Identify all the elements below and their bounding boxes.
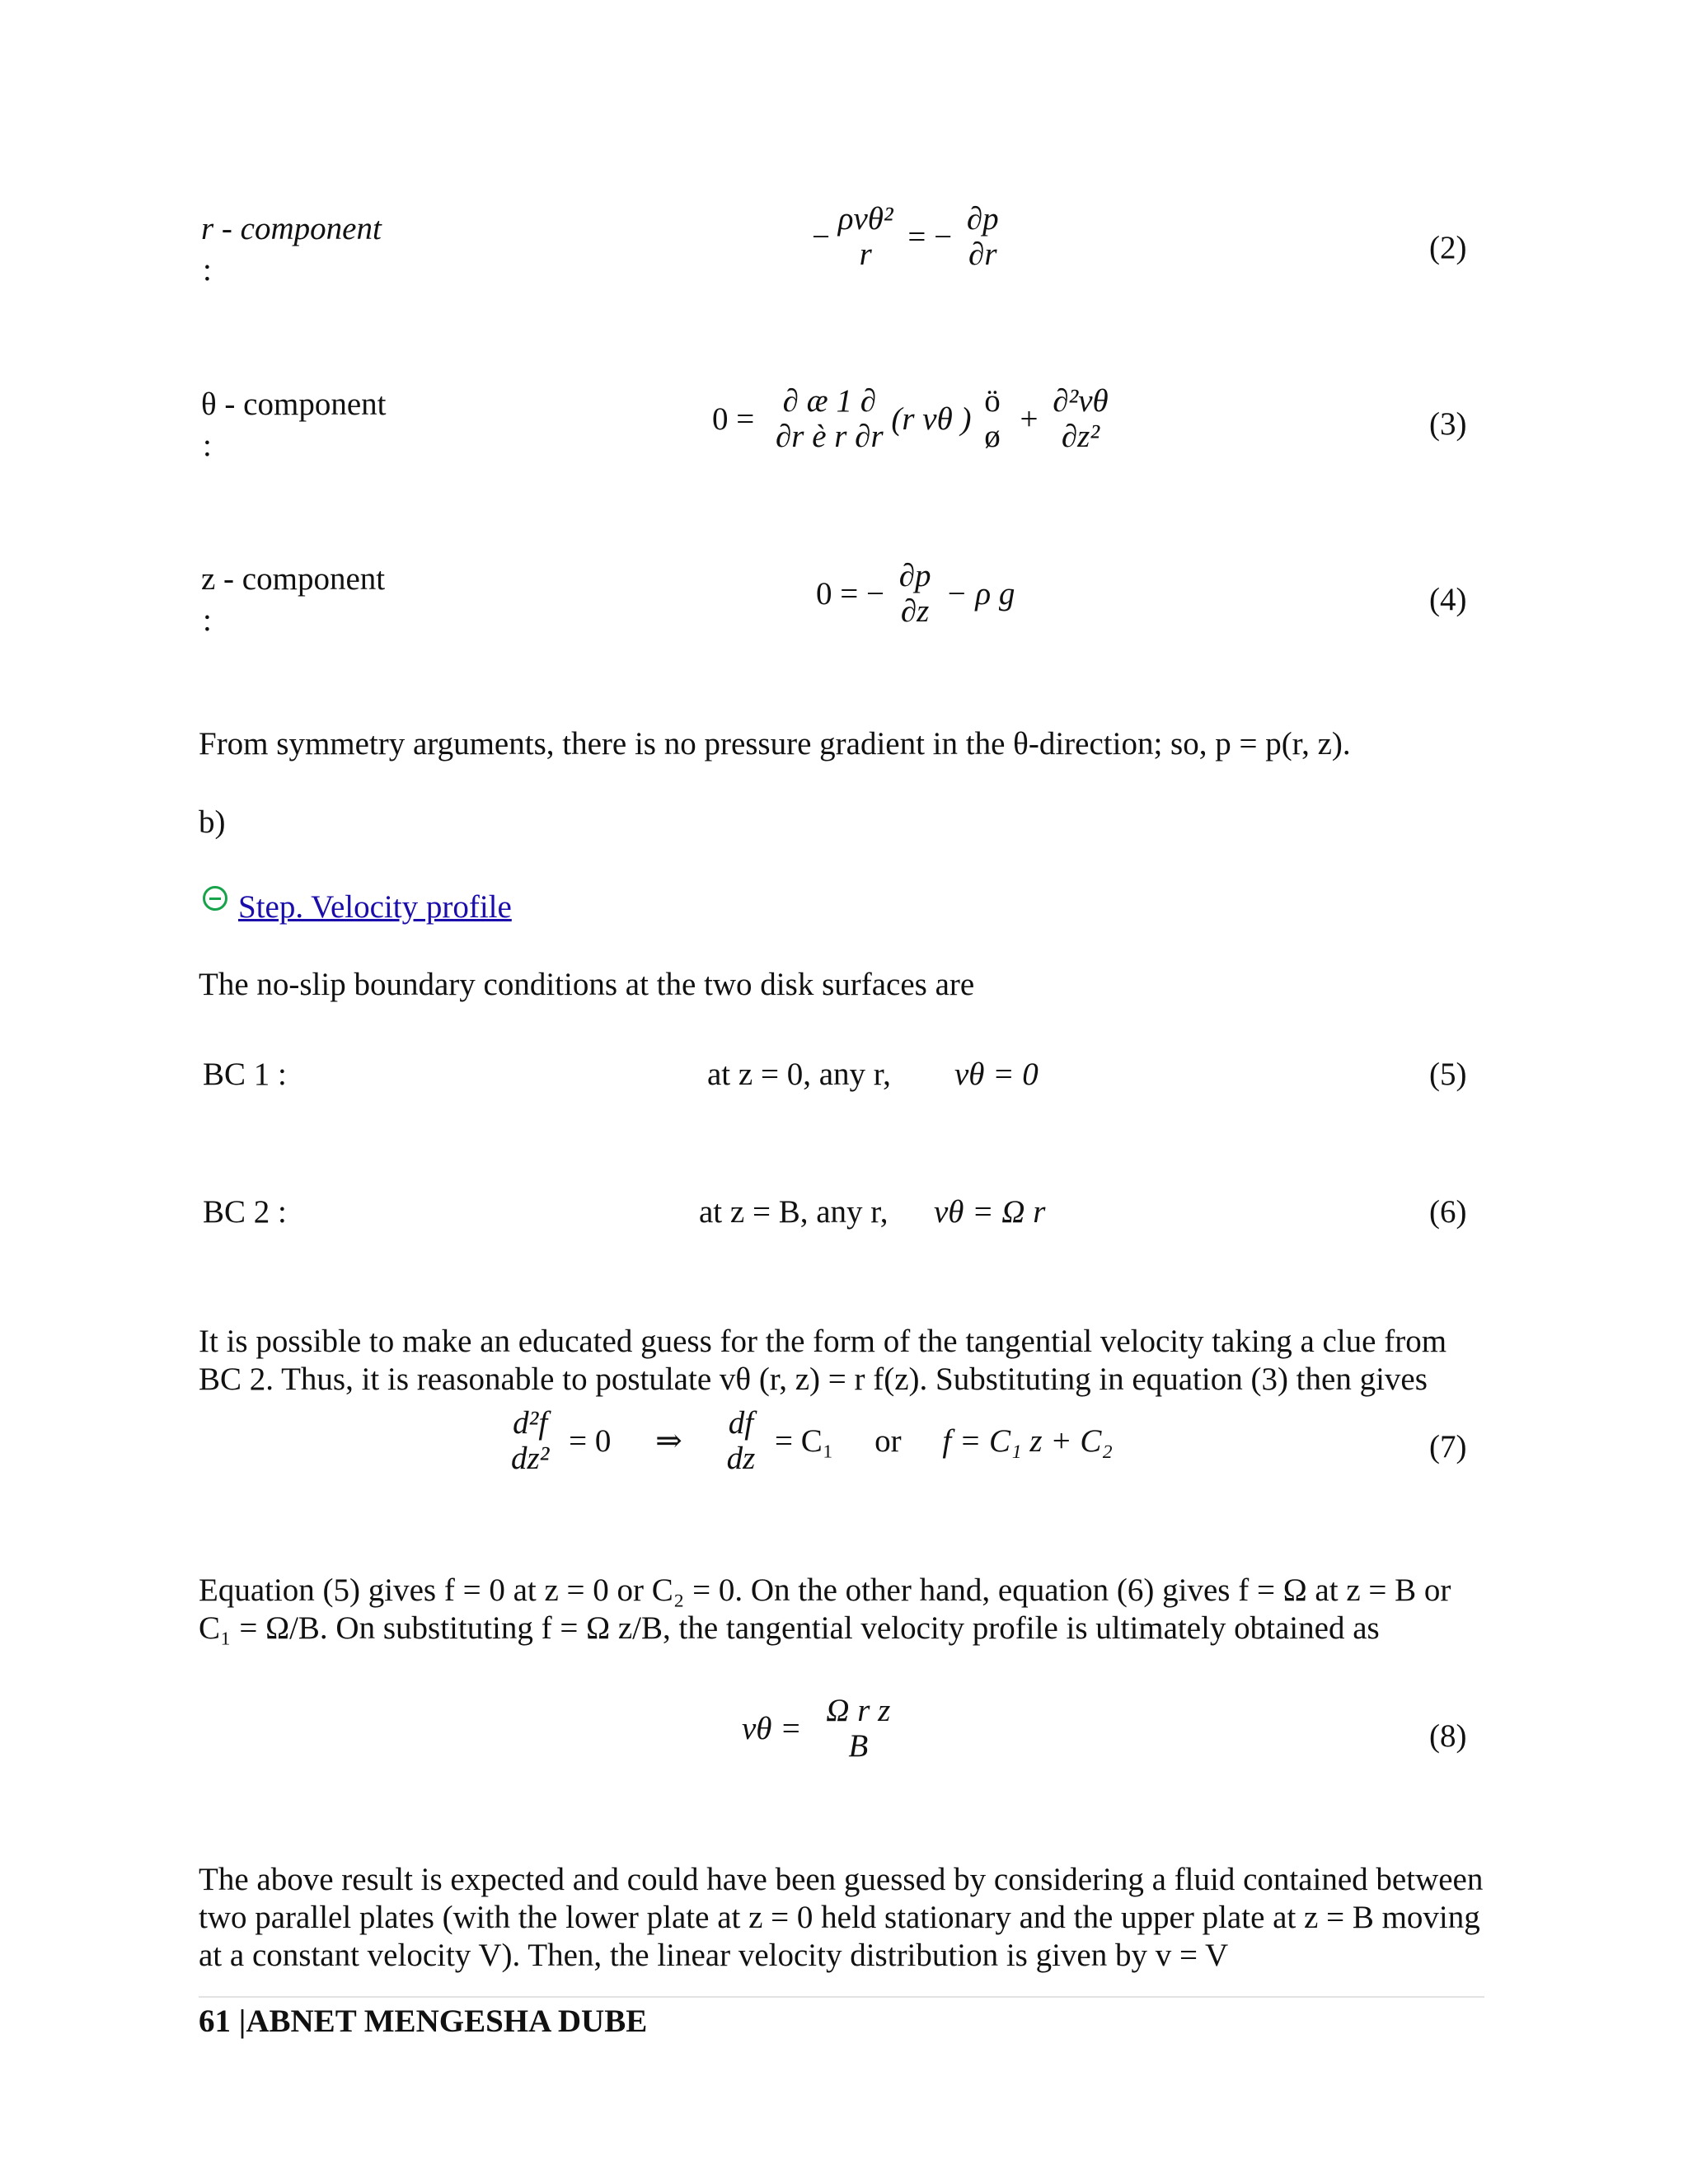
eq7-a-den: dz² xyxy=(511,1440,550,1476)
symmetry-paragraph: From symmetry arguments, there is no pressure gradient in the θ-direction; so, p = p(r, z). xyxy=(199,726,1351,762)
equation-7 xyxy=(511,1406,1113,1477)
eq7-b-den: dz xyxy=(726,1440,756,1476)
equation-number-6: (6) xyxy=(1429,1194,1467,1230)
z-component-label: z - component xyxy=(201,561,386,597)
eq3-a-num: ∂ æ 1 ∂ xyxy=(782,383,876,419)
eq2-lhs-num: ρvθ² xyxy=(837,201,893,237)
eq3-middle: (r vθ ) xyxy=(891,401,972,437)
eq3-first-fraction xyxy=(776,384,884,455)
theta-component-label: θ - component xyxy=(201,387,387,422)
bc1-condition: at z = 0, any r, xyxy=(707,1057,891,1092)
result-paragraph: The above result is expected and could have been guessed by considering a fluid contained between two parallel plates (with the lower plate at z = 0 held stationary and the upper plate at z = B moving at a constant velocity V). Then, the linear velocity distribution is given by v = V xyxy=(199,1862,1484,1974)
equation-2 xyxy=(812,202,999,273)
page-footer: 61 |ABNET MENGESHA DUBE xyxy=(199,2004,648,2039)
equation-3 xyxy=(712,384,1109,455)
eq3-b-num: ∂²vθ xyxy=(1053,383,1109,419)
eq2-minus: − xyxy=(812,218,830,255)
eq4-rest: − ρ g xyxy=(945,575,1015,612)
eq4-num: ∂p xyxy=(898,558,931,593)
eq2-lhs-den: r xyxy=(859,236,872,272)
bc2-label: BC 2 : xyxy=(203,1194,287,1230)
equation-4 xyxy=(816,559,1015,630)
eq7-b-num: df xyxy=(728,1405,754,1441)
eq7-equals-zero: = 0 xyxy=(569,1422,612,1459)
eq7-equals-c1: = C₁ xyxy=(775,1422,834,1459)
guess-paragraph: It is possible to make an educated guess for the form of the tangential velocity taking a clue from BC 2. Thus, it is reasonable to postulate vθ (r, z) = r f(z). Substituting in equation (3) then gives xyxy=(199,1324,1447,1398)
eq4-lhs: 0 = − xyxy=(816,575,884,612)
eq8-lhs: vθ = xyxy=(742,1710,802,1746)
eq3-plus: + xyxy=(1020,401,1039,437)
collapse-minus-icon[interactable] xyxy=(203,886,227,911)
eq3-b-den: ∂z² xyxy=(1061,418,1100,454)
eq3-a-den: ∂r è r ∂r xyxy=(776,418,884,454)
eq2-rhs-den: ∂r xyxy=(968,236,997,272)
eq8-den: B xyxy=(848,1727,869,1764)
equation-number-3: (3) xyxy=(1429,406,1467,442)
eq3-bracket-bottom: ø xyxy=(984,418,1001,454)
eq8-num: Ω r z xyxy=(826,1693,891,1728)
step-velocity-profile-link[interactable]: Step. Velocity profile xyxy=(238,889,512,925)
equation-number-5: (5) xyxy=(1429,1057,1467,1092)
eq8-fraction xyxy=(826,1694,890,1765)
eq7-first-derivative-fraction xyxy=(727,1406,756,1477)
eq3-bracket-top: ö xyxy=(984,383,1001,419)
equation-number-4: (4) xyxy=(1429,582,1467,617)
part-b-label: b) xyxy=(199,804,226,840)
footer-divider xyxy=(199,1996,1484,1998)
eq7-a-num: d²f xyxy=(513,1405,548,1441)
eq2-lhs-fraction xyxy=(838,202,893,273)
constants-paragraph: Equation (5) gives f = 0 at z = 0 or C₂ = 0. On the other hand, equation (6) gives f = Ω at z = B or C₁ = Ω/B. On substituting f = Ω z/B, the tangential velocity profile is ultimately obtained as xyxy=(199,1572,1451,1647)
eq3-bracket xyxy=(979,384,1006,455)
r-component-label: r - component xyxy=(201,211,382,246)
eq2-rhs-num: ∂p xyxy=(966,201,999,237)
equation-number-8: (8) xyxy=(1429,1718,1467,1754)
r-component-colon: : xyxy=(203,252,212,288)
equation-8 xyxy=(742,1694,890,1765)
theta-component-colon: : xyxy=(203,428,212,463)
eq2-equals: = − xyxy=(907,218,953,255)
noslip-paragraph: The no-slip boundary conditions at the two disk surfaces are xyxy=(199,967,975,1002)
eq7-implies: ⇒ xyxy=(655,1422,682,1459)
eq3-second-fraction xyxy=(1053,384,1108,455)
bc1-label: BC 1 : xyxy=(203,1057,287,1092)
bc2-value: vθ = Ω r xyxy=(934,1194,1046,1230)
z-component-colon: : xyxy=(203,602,212,638)
bc2-condition: at z = B, any r, xyxy=(699,1194,889,1230)
eq2-rhs-fraction xyxy=(967,202,999,273)
eq4-fraction xyxy=(899,559,931,630)
equation-number-2: (2) xyxy=(1429,230,1467,265)
eq7-or: or xyxy=(874,1422,902,1459)
eq3-lhs: 0 = xyxy=(712,401,755,437)
eq7-second-derivative-fraction xyxy=(511,1406,549,1477)
eq7-solution: f = C₁ z + C₂ xyxy=(942,1422,1113,1459)
bc1-value: vθ = 0 xyxy=(954,1057,1039,1092)
equation-number-7: (7) xyxy=(1429,1429,1467,1465)
eq4-den: ∂z xyxy=(900,593,930,629)
